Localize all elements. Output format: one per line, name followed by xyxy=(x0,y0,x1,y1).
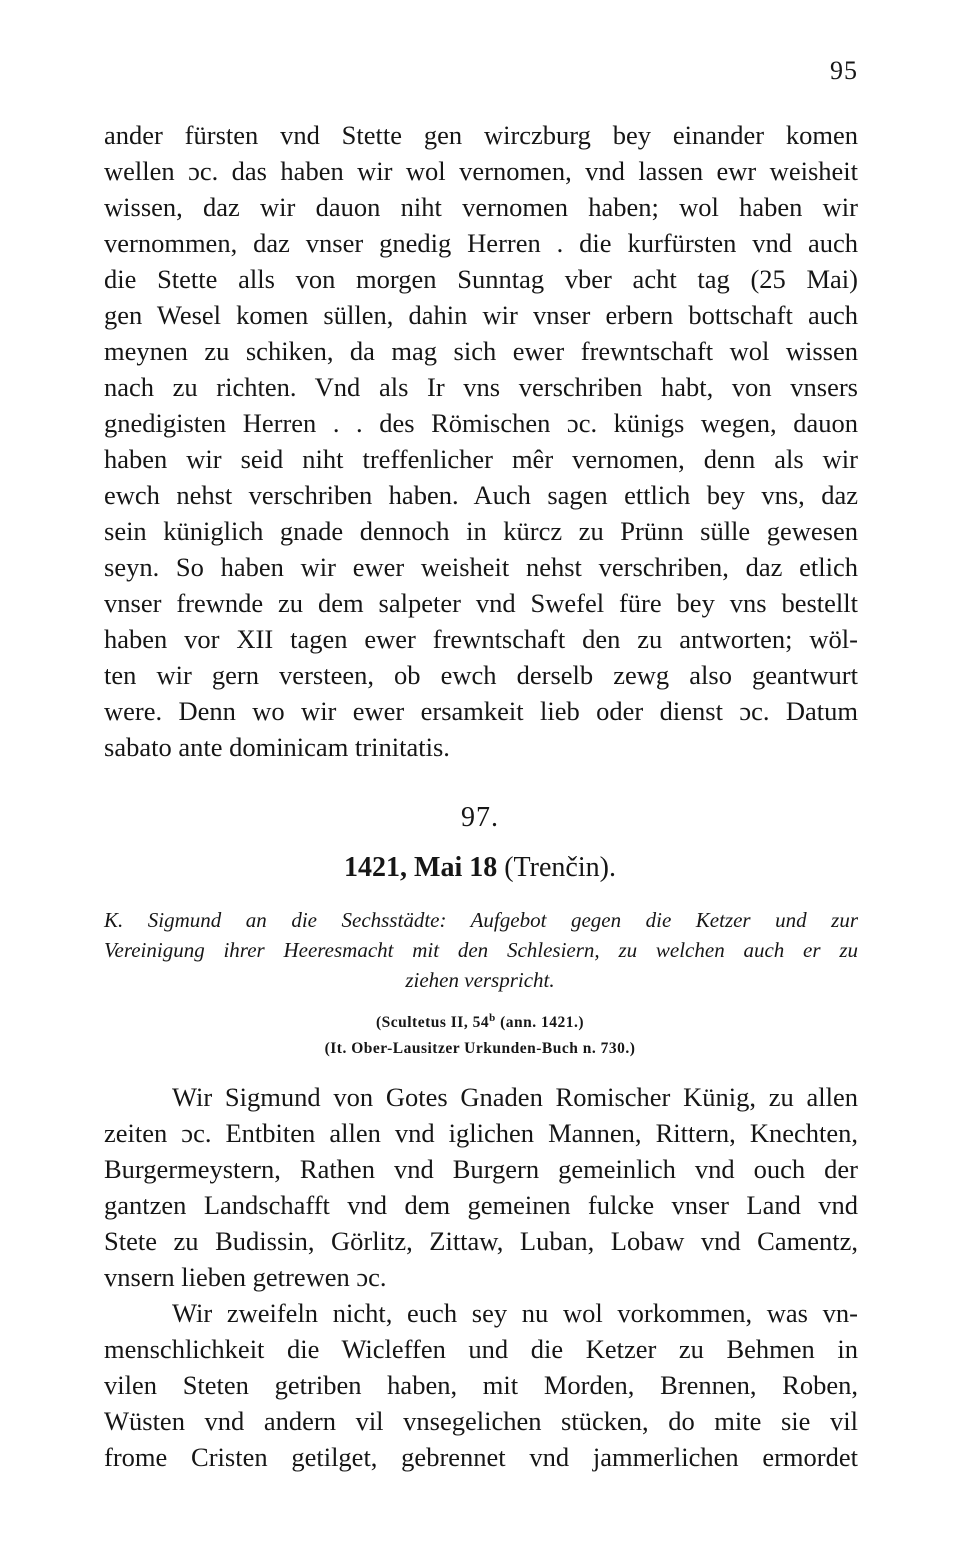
text-line: ten wir gern versteen, ob ewch derselb zewg also geantwurt xyxy=(104,660,858,690)
text-line: vilen Steten getriben haben, mit Morden, Brennen, Roben, xyxy=(104,1370,858,1400)
text-line: ander fürsten vnd Stette gen wirczburg bey einander komen xyxy=(104,120,858,150)
text-line: wellen ɔc. das haben wir wol vernomen, vnd lassen ewr weisheit xyxy=(104,156,858,186)
source-text: (Scultetus II, 54 xyxy=(375,1014,490,1032)
text-line: vnsern lieben getrewen ɔc. xyxy=(104,1262,387,1292)
summary-line: K. Sigmund an die Sechsstädte: Aufgebot gegen die Ketzer und zur xyxy=(104,908,858,932)
summary-line: ziehen verspricht. xyxy=(405,968,555,992)
document-date xyxy=(0,852,960,884)
text-line: Wüsten vnd andern vil vnsegelichen stücken, do mite sie vil xyxy=(104,1406,858,1436)
text-line: zeiten ɔc. Entbiten allen vnd iglichen Mannen, Rittern, Knechten, xyxy=(104,1118,858,1148)
text-line: gen Wesel komen süllen, dahin wir vnser erbern bottschaft auch xyxy=(104,300,858,330)
text-line: were. Denn wo wir ewer ersamkeit lieb oder dienst ɔc. Datum xyxy=(104,696,858,726)
text-line: sein küniglich gnade dennoch in kürcz zu Prünn sülle gewesen xyxy=(104,516,858,546)
document-date-value: 1421, Mai 18 xyxy=(344,852,498,883)
document-place: (Trenčin). xyxy=(504,852,616,883)
source-reference: (It. Ober-Lausitzer Urkunden-Buch n. 730.) xyxy=(324,1040,636,1057)
text-line: gnedigisten Herren . . des Römischen ɔc. künigs wegen, dauon xyxy=(104,408,858,438)
document-number: 97. xyxy=(461,802,499,833)
text-line: Burgermeystern, Rathen vnd Burgern gemeinlich vnd ouch der xyxy=(104,1154,858,1184)
text-line: vernommen, daz vnser gnedig Herren . die kurfürsten vnd auch xyxy=(104,228,858,258)
text-line: haben vor XII tagen ewer frewntschaft den zu antworten; wöl- xyxy=(104,624,858,654)
source-reference xyxy=(0,1012,960,1032)
text-line: Wir Sigmund von Gotes Gnaden Romischer Künig, zu allen xyxy=(172,1082,858,1112)
page-number: 95 xyxy=(830,56,858,85)
text-line: die Stette alls von morgen Sunntag vber acht tag (25 Mai) xyxy=(104,264,858,294)
source-text: (ann. 1421.) xyxy=(495,1014,585,1032)
text-line: gantzen Landschafft vnd dem gemeinen fulcke vnser Land vnd xyxy=(104,1190,858,1220)
source-superscript: b xyxy=(489,1012,496,1024)
summary-line: Vereinigung ihrer Heeresmacht mit den Schlesiern, zu welchen auch er zu xyxy=(104,938,858,962)
text-line: Stete zu Budissin, Görlitz, Zittaw, Luban, Lobaw vnd Camentz, xyxy=(104,1226,858,1256)
text-line: wissen, daz wir dauon niht vernomen haben; wol haben wir xyxy=(104,192,858,222)
text-line: sabato ante dominicam trinitatis. xyxy=(104,732,450,762)
text-line: vnser frewnde zu dem salpeter vnd Swefel füre bey vns bestellt xyxy=(104,588,858,618)
text-line: haben wir seid niht treffenlicher mêr vernomen, denn als wir xyxy=(104,444,858,474)
text-line: ewch nehst verschriben haben. Auch sagen ettlich bey vns, daz xyxy=(104,480,858,510)
text-line: nach zu richten. Vnd als Ir vns verschriben habt, von vnsers xyxy=(104,372,858,402)
text-line: frome Cristen getilget, gebrennet vnd jammerlichen ermordet xyxy=(104,1442,858,1472)
text-line: meynen zu schiken, da mag sich ewer frewntschaft wol wissen xyxy=(104,336,858,366)
text-line: Wir zweifeln nicht, euch sey nu wol vorkommen, was vn- xyxy=(172,1298,858,1328)
text-line: menschlichkeit die Wicleffen und die Ketzer zu Behmen in xyxy=(104,1334,858,1364)
text-line: seyn. So haben wir ewer weisheit nehst verschriben, daz etlich xyxy=(104,552,858,582)
